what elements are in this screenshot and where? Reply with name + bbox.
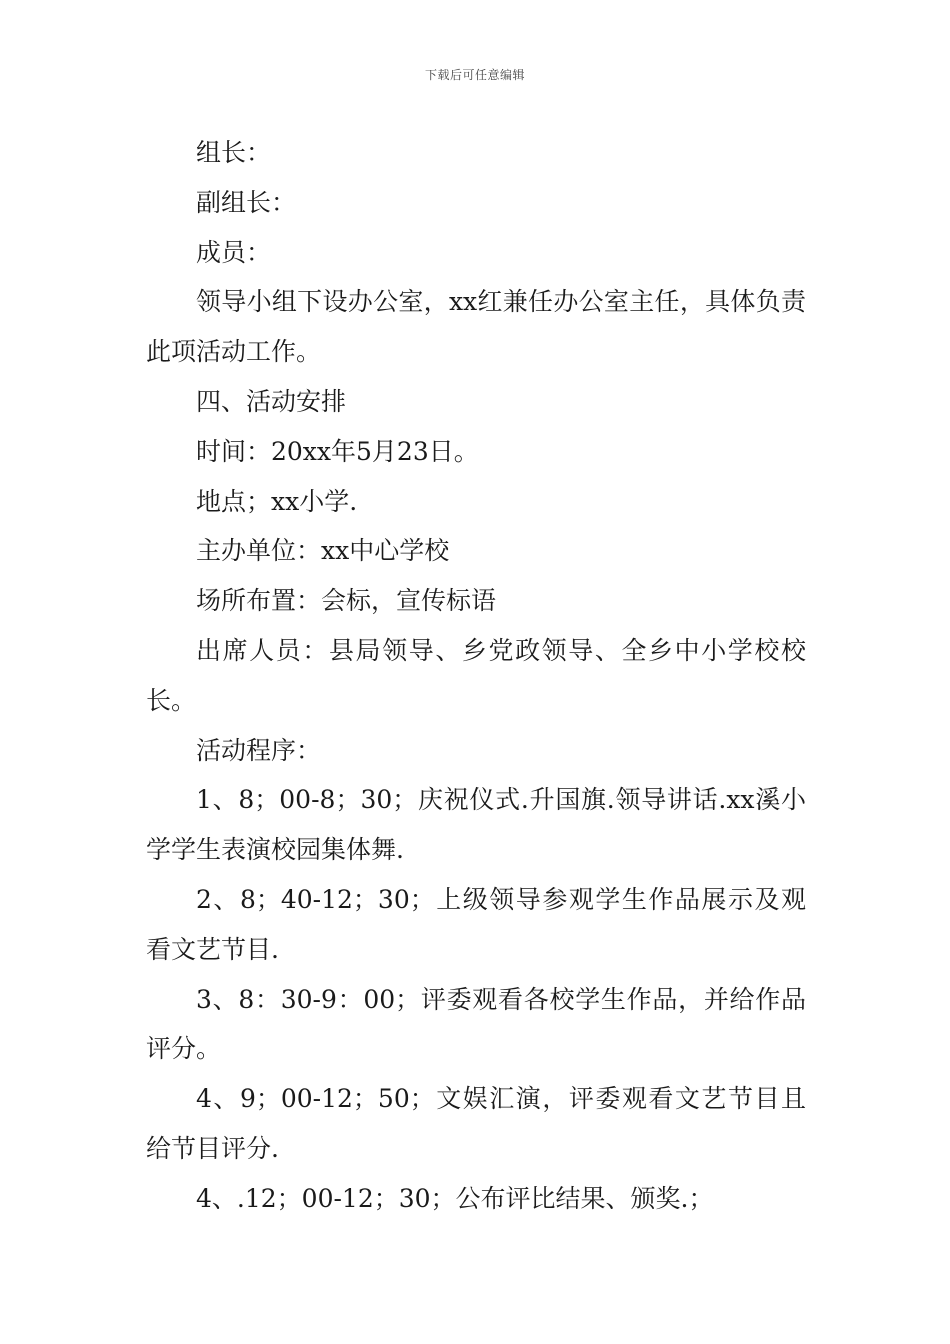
document-body — [146, 128, 806, 1224]
section-heading-arrangement: 四、活动安排 — [196, 386, 347, 416]
paragraph-office: 领导小组下设办公室，xx红兼任办公室主任，具体负责此项活动工作。 — [146, 287, 806, 367]
paragraph-program-heading: 活动程序： — [196, 735, 322, 765]
program-item: 4、.12；00-12；30；公布评比结果、颁奖.； — [196, 1183, 714, 1213]
paragraph-members: 成员： — [196, 237, 272, 267]
program-item: 1、8；00-8；30；庆祝仪式.升国旗.领导讲话.xx溪小学学生表演校园集体舞. — [146, 785, 806, 865]
program-item: 4、9；00-12；50；文娱汇演，评委观看文艺节目且给节目评分. — [146, 1084, 806, 1163]
paragraph-location: 地点；xx小学. — [196, 486, 358, 516]
paragraph-deputy-leader: 副组长： — [196, 187, 297, 217]
paragraph-organizer: 主办单位：xx中心学校 — [196, 536, 450, 566]
page-header: 下载后可任意编辑 — [424, 68, 525, 82]
paragraph-attendees: 出席人员：县局领导、乡党政领导、全乡中小学校校长。 — [146, 635, 806, 715]
paragraph-leader: 组长： — [196, 138, 272, 167]
program-item: 2、8；40-12；30；上级领导参观学生作品展示及观看文艺节目. — [146, 884, 806, 964]
program-item: 3、8：30-9：00；评委观看各校学生作品，并给作品评分。 — [146, 984, 806, 1064]
paragraph-venue-setup: 场所布置：会标，宣传标语 — [196, 586, 497, 616]
paragraph-time: 时间：20xx年5月23日。 — [196, 436, 479, 466]
